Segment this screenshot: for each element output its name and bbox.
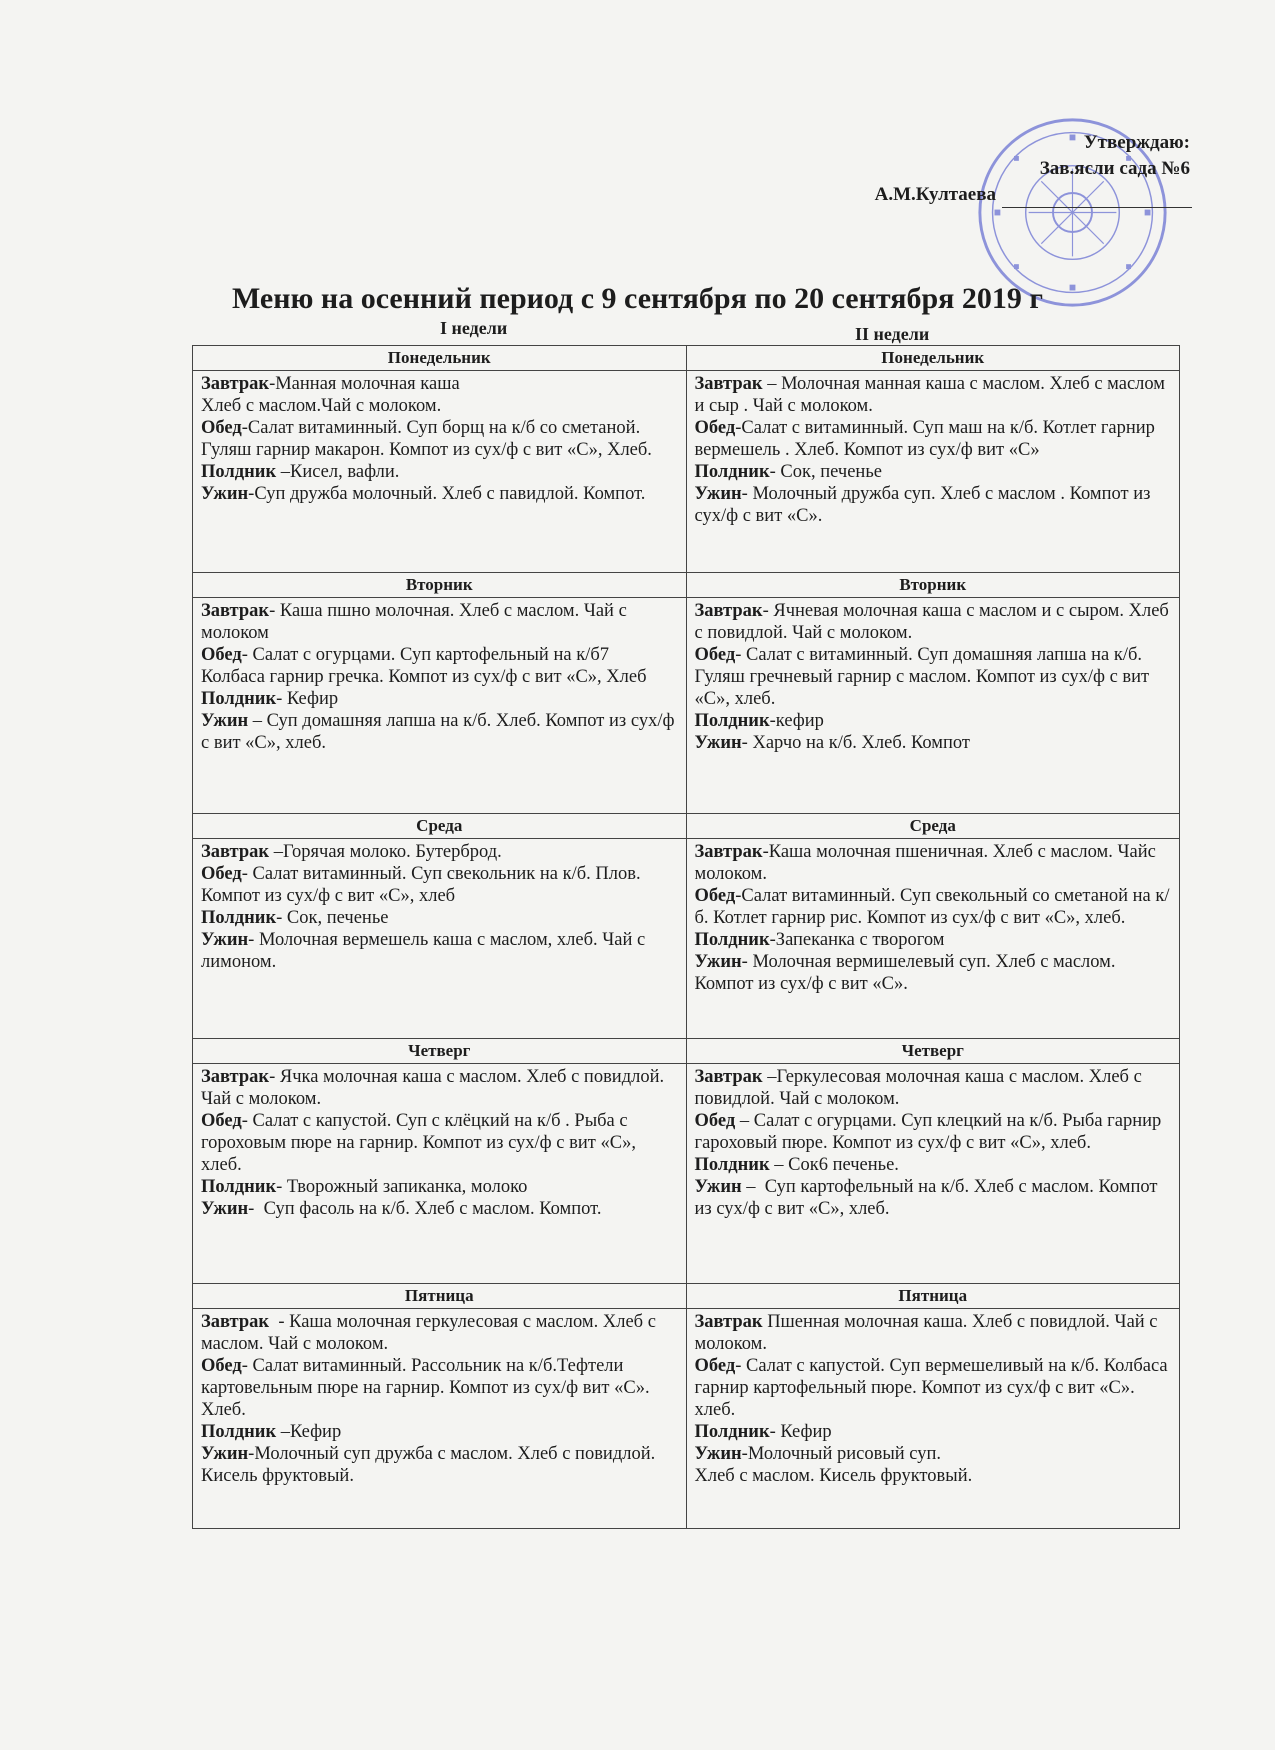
- meal-label: Полдник: [201, 1177, 277, 1197]
- meal-label: Завтрак: [694, 842, 763, 862]
- meal-entry: [201, 1443, 678, 1487]
- meal-text: Молочный дружба суп. Хлеб с маслом . Компот из сух/ф с вит «С».: [694, 484, 1151, 526]
- day-header-row: [193, 1284, 1180, 1309]
- meal-text: Суп дружба молочный. Хлеб с павидлой. Компот.: [254, 484, 646, 504]
- meal-entry: [201, 929, 678, 973]
- day-meals-row: [193, 1309, 1180, 1529]
- meal-separator: -: [741, 484, 753, 504]
- meal-label: Ужин: [694, 1444, 742, 1464]
- day-name-w1: Среда: [193, 814, 687, 839]
- meal-text: Салат с витаминный. Суп маш на к/б. Котлет гарнир вермешель . Хлеб. Компот из сух/ф вит «С»: [694, 418, 1155, 460]
- meal-text: Молочная вермишелевый суп. Хлеб с маслом. Компот из сух/ф с вит «С».: [694, 952, 1116, 994]
- meal-separator: –: [762, 374, 782, 394]
- meal-entry: [695, 1443, 1172, 1487]
- meal-text: Салат с огурцами. Суп клецкий на к/б. Рыба гарнир гароховый пюре. Компот из сух/ф с вит «С», хлеб.: [694, 1111, 1162, 1153]
- meal-entry: [695, 1355, 1172, 1421]
- meal-entry: [695, 417, 1172, 461]
- day-name-w1: Пятница: [193, 1284, 687, 1309]
- meal-label: Завтрак: [694, 1067, 763, 1087]
- meal-separator: -: [769, 462, 781, 482]
- meal-entry: [695, 1154, 1172, 1176]
- meal-separator: -: [276, 689, 287, 709]
- meal-label: Полдник: [201, 1422, 277, 1442]
- meal-text: Геркулесовая молочная каша с маслом. Хлеб с повидлой. Чай с молоком.: [694, 1067, 1142, 1109]
- meal-entry: [695, 885, 1172, 929]
- meals-cell-w2: [686, 839, 1180, 1039]
- meal-label: Обед: [201, 645, 242, 665]
- meal-label: Полдник: [694, 1422, 770, 1442]
- meal-separator: -: [269, 374, 276, 394]
- meals-cell-w2: [686, 1309, 1180, 1529]
- meal-text: Горячая молоко. Бутерброд.: [282, 842, 502, 862]
- day-meals-row: [193, 371, 1180, 573]
- meal-separator: –: [248, 711, 267, 731]
- meal-entry: [201, 644, 678, 688]
- meal-text: Сок6 печенье.: [788, 1155, 899, 1175]
- meal-separator: -: [735, 1356, 747, 1376]
- meal-entry: [201, 1066, 678, 1110]
- meal-separator: -: [276, 908, 287, 928]
- meal-separator: -: [269, 601, 280, 621]
- meal-entry: [201, 1311, 678, 1355]
- meal-entry: [201, 1198, 678, 1220]
- meal-entry: [201, 688, 678, 710]
- meal-text: Салат с витаминный. Суп домашняя лапша на к/б. Гуляш гречневый гарнир с маслом. Компот из сух/ф с вит «С», хлеб.: [694, 645, 1150, 709]
- meal-text: Харчо на к/б. Хлеб. Компот: [752, 733, 970, 753]
- meal-label: Обед: [694, 1111, 736, 1131]
- meal-text: Кефир: [290, 1422, 342, 1442]
- meal-text: Каша пшно молочная. Хлеб с маслом. Чай с молоком: [201, 601, 627, 643]
- meal-separator: -: [241, 418, 248, 438]
- meal-label: Обед: [694, 645, 736, 665]
- day-name-w2: Среда: [686, 814, 1180, 839]
- meal-text: Молочный суп дружба с маслом. Хлеб с повидлой. Кисель фруктовый.: [201, 1444, 656, 1486]
- meal-separator: -: [248, 484, 255, 504]
- meal-text: Кефир: [286, 689, 339, 709]
- meal-entry: [201, 863, 678, 907]
- meal-separator: -: [248, 1199, 264, 1219]
- meal-entry: [201, 600, 678, 644]
- meal-text: кефир: [775, 711, 824, 731]
- day-header-row: [193, 346, 1180, 371]
- meal-separator: -: [248, 1444, 255, 1464]
- meal-label: Завтрак: [694, 374, 763, 394]
- meal-separator: –: [762, 1067, 777, 1087]
- meal-label: Полдник: [694, 462, 770, 482]
- meal-separator: –: [735, 1111, 754, 1131]
- approval-block: [875, 130, 1190, 208]
- meal-text: Суп картофельный на к/б. Хлеб с маслом. Компот из сух/ф с вит «С», хлеб.: [694, 1177, 1158, 1219]
- meal-text: Каша молочная геркулесовая с маслом. Хлеб с маслом. Чай с молоком.: [201, 1312, 656, 1354]
- meal-label: Обед: [694, 886, 736, 906]
- meal-entry: [695, 1421, 1172, 1443]
- meal-entry: [695, 644, 1172, 710]
- meal-text: Молочная вермешель каша с маслом, хлеб. Чай с лимоном.: [201, 930, 646, 972]
- meals-cell-w1: [193, 371, 687, 573]
- meal-separator: -: [741, 1444, 748, 1464]
- meal-label: Обед: [694, 418, 736, 438]
- day-meals-row: [193, 1064, 1180, 1284]
- day-meals-row: [193, 598, 1180, 814]
- meal-label: Завтрак: [201, 842, 270, 862]
- meal-label: Ужин: [201, 1199, 249, 1219]
- meal-entry: [201, 1421, 678, 1443]
- meal-entry: [695, 1066, 1172, 1110]
- meal-entry: [695, 841, 1172, 885]
- meal-text: Сок, печенье: [286, 908, 389, 928]
- meal-separator: -: [735, 886, 742, 906]
- day-header-row: [193, 1039, 1180, 1064]
- meal-text: Салат витаминный. Суп борщ на к/б со сметаной. Гуляш гарнир макарон. Компот из сух/ф с вит «С», Хлеб.: [201, 418, 652, 460]
- meal-label: Ужин: [201, 711, 249, 731]
- menu-table-body: [193, 346, 1180, 1529]
- meal-label: Завтрак: [201, 1067, 270, 1087]
- meal-separator: -: [269, 1067, 280, 1087]
- meal-text: Запеканка с творогом: [775, 930, 945, 950]
- meal-text: Творожный запиканка, молоко: [286, 1177, 528, 1197]
- meal-text: Салат с огурцами. Суп картофельный на к/б7 Колбаса гарнир гречка. Компот из сух/ф с вит «С», Хлеб: [201, 645, 647, 687]
- meal-text: Салат витаминный. Суп свекольный со сметаной на к/б. Котлет гарнир рис. Компот из сух/ф с вит «С», хлеб.: [694, 886, 1170, 928]
- meal-separator: –: [276, 1422, 290, 1442]
- meal-entry: [201, 841, 678, 863]
- meal-separator: -: [241, 1356, 253, 1376]
- day-name-w1: Понедельник: [193, 346, 687, 371]
- day-meals-row: [193, 839, 1180, 1039]
- day-name-w2: Понедельник: [686, 346, 1180, 371]
- meal-text: Ячка молочная каша с маслом. Хлеб с повидлой. Чай с молоком.: [201, 1067, 665, 1109]
- meal-text: Сок, печенье: [780, 462, 882, 482]
- meal-label: Обед: [201, 418, 242, 438]
- meal-separator: -: [241, 645, 253, 665]
- meal-label: Завтрак: [201, 374, 270, 394]
- meal-entry: [695, 951, 1172, 995]
- meal-text: Молочный рисовый суп. Хлеб с маслом. Кисель фруктовый.: [694, 1444, 973, 1486]
- meal-label: Ужин: [694, 733, 742, 753]
- meal-text: Суп домашняя лапша на к/б. Хлеб. Компот из сух/ф с вит «С», хлеб.: [201, 711, 675, 753]
- meal-entry: [695, 461, 1172, 483]
- meal-separator: -: [741, 733, 753, 753]
- meal-entry: [201, 483, 678, 505]
- week2-label: II недели: [855, 324, 930, 344]
- meal-label: Обед: [201, 864, 242, 884]
- meal-entry: [201, 373, 678, 417]
- meal-separator: –: [276, 462, 290, 482]
- meal-separator: -: [276, 1177, 287, 1197]
- meals-cell-w1: [193, 598, 687, 814]
- meal-entry: [201, 907, 678, 929]
- meal-entry: [201, 1110, 678, 1176]
- meal-separator: -: [769, 930, 776, 950]
- meal-separator: -: [762, 842, 769, 862]
- meal-separator: –: [769, 1155, 789, 1175]
- meal-text: Суп фасоль на к/б. Хлеб с маслом. Компот.: [263, 1199, 602, 1219]
- meal-entry: [695, 483, 1172, 527]
- meal-separator: -: [735, 418, 742, 438]
- approval-position: Зав.ясли сада №6: [1039, 158, 1190, 179]
- meal-label: Полдник: [201, 462, 277, 482]
- meal-text: Ячневая молочная каша с маслом и с сыром. Хлеб с повидлой. Чай с молоком.: [694, 601, 1169, 643]
- meal-entry: [201, 1176, 678, 1198]
- page-title: Меню на осенний период с 9 сентября по 20 сентября 2019 г: [231, 282, 1043, 315]
- meal-label: Полдник: [201, 908, 277, 928]
- meal-entry: [695, 732, 1172, 754]
- meal-label: Обед: [201, 1356, 242, 1376]
- meal-entry: [695, 1176, 1172, 1220]
- meal-label: Завтрак: [694, 601, 763, 621]
- meal-label: Ужин: [201, 484, 249, 504]
- signature-line: [1002, 189, 1192, 208]
- day-name-w2: Четверг: [686, 1039, 1180, 1064]
- meal-entry: [201, 1355, 678, 1421]
- meal-text: Салат витаминный. Рассольник на к/б.Тефтели картовельным пюре на гарнир. Компот из сух/ф вит «С». Хлеб.: [201, 1356, 650, 1420]
- meal-separator: -: [241, 864, 253, 884]
- meal-text: Каша молочная пшеничная. Хлеб с маслом. Чайс молоком.: [694, 842, 1156, 884]
- meal-separator: -: [762, 601, 774, 621]
- meal-label: Полдник: [201, 689, 277, 709]
- meal-entry: [695, 600, 1172, 644]
- meal-label: Ужин: [694, 484, 742, 504]
- meal-separator: –: [741, 1177, 765, 1197]
- approval-signer: [875, 182, 1192, 208]
- meal-label: Ужин: [694, 1177, 742, 1197]
- day-name-w2: Пятница: [686, 1284, 1180, 1309]
- meal-separator: -: [241, 1111, 253, 1131]
- day-name-w2: Вторник: [686, 573, 1180, 598]
- meal-entry: [695, 373, 1172, 417]
- meals-cell-w1: [193, 1064, 687, 1284]
- meal-label: Полдник: [694, 930, 770, 950]
- meal-entry: [201, 417, 678, 461]
- meal-text: Салат с капустой. Суп с клёцкий на к/б . Рыба с гороховым пюре на гарнир. Компот из сух/ф с вит «С», хлеб.: [201, 1111, 636, 1175]
- meal-separator: –: [269, 842, 283, 862]
- day-name-w1: Вторник: [193, 573, 687, 598]
- meal-label: Ужин: [201, 1444, 249, 1464]
- meal-text: Салат витаминный. Суп свекольник на к/б. Плов. Компот из сух/ф с вит «С», хлеб: [201, 864, 641, 906]
- menu-table: [192, 345, 1180, 1529]
- meal-label: Обед: [201, 1111, 242, 1131]
- approval-signer-name: А.М.Култаева: [874, 184, 996, 205]
- meal-label: Завтрак: [694, 1312, 763, 1332]
- meals-cell-w1: [193, 1309, 687, 1529]
- meals-cell-w2: [686, 598, 1180, 814]
- meal-label: Полдник: [694, 711, 770, 731]
- meal-text: Кисел, вафли.: [290, 462, 400, 482]
- meal-separator: -: [269, 1312, 290, 1332]
- week1-label: I недели: [440, 318, 508, 338]
- meal-entry: [201, 710, 678, 754]
- day-header-row: [193, 573, 1180, 598]
- meal-entry: [201, 461, 678, 483]
- meal-entry: [695, 1311, 1172, 1355]
- meals-cell-w2: [686, 1064, 1180, 1284]
- meal-entry: [695, 710, 1172, 732]
- meal-label: Завтрак: [201, 1312, 270, 1332]
- meal-text: Молочная манная каша с маслом. Хлеб с маслом и сыр . Чай с молоком.: [694, 374, 1165, 416]
- meal-separator: -: [735, 645, 747, 665]
- meal-text: Кефир: [780, 1422, 832, 1442]
- meal-entry: [695, 1110, 1172, 1154]
- meal-separator: -: [769, 711, 776, 731]
- meal-label: Ужин: [694, 952, 742, 972]
- meal-entry: [695, 929, 1172, 951]
- meal-label: Обед: [694, 1356, 736, 1376]
- meal-label: Полдник: [694, 1155, 770, 1175]
- meal-separator: -: [769, 1422, 781, 1442]
- meal-separator: -: [741, 952, 753, 972]
- meals-cell-w2: [686, 371, 1180, 573]
- meal-label: Завтрак: [201, 601, 270, 621]
- meal-text: Пшенная молочная каша. Хлеб с повидлой. Чай с молоком.: [694, 1312, 1158, 1354]
- day-header-row: [193, 814, 1180, 839]
- meal-separator: -: [248, 930, 259, 950]
- approval-title: Утверждаю:: [1083, 132, 1190, 153]
- meals-cell-w1: [193, 839, 687, 1039]
- meal-text: Манная молочная каша Хлеб с маслом.Чай с молоком.: [201, 374, 460, 416]
- meal-label: Ужин: [201, 930, 249, 950]
- meal-text: Салат с капустой. Суп вермешеливый на к/б. Колбаса гарнир картофельный пюре. Компот из сух/ф с вит «С». хлеб.: [694, 1356, 1168, 1420]
- day-name-w1: Четверг: [193, 1039, 687, 1064]
